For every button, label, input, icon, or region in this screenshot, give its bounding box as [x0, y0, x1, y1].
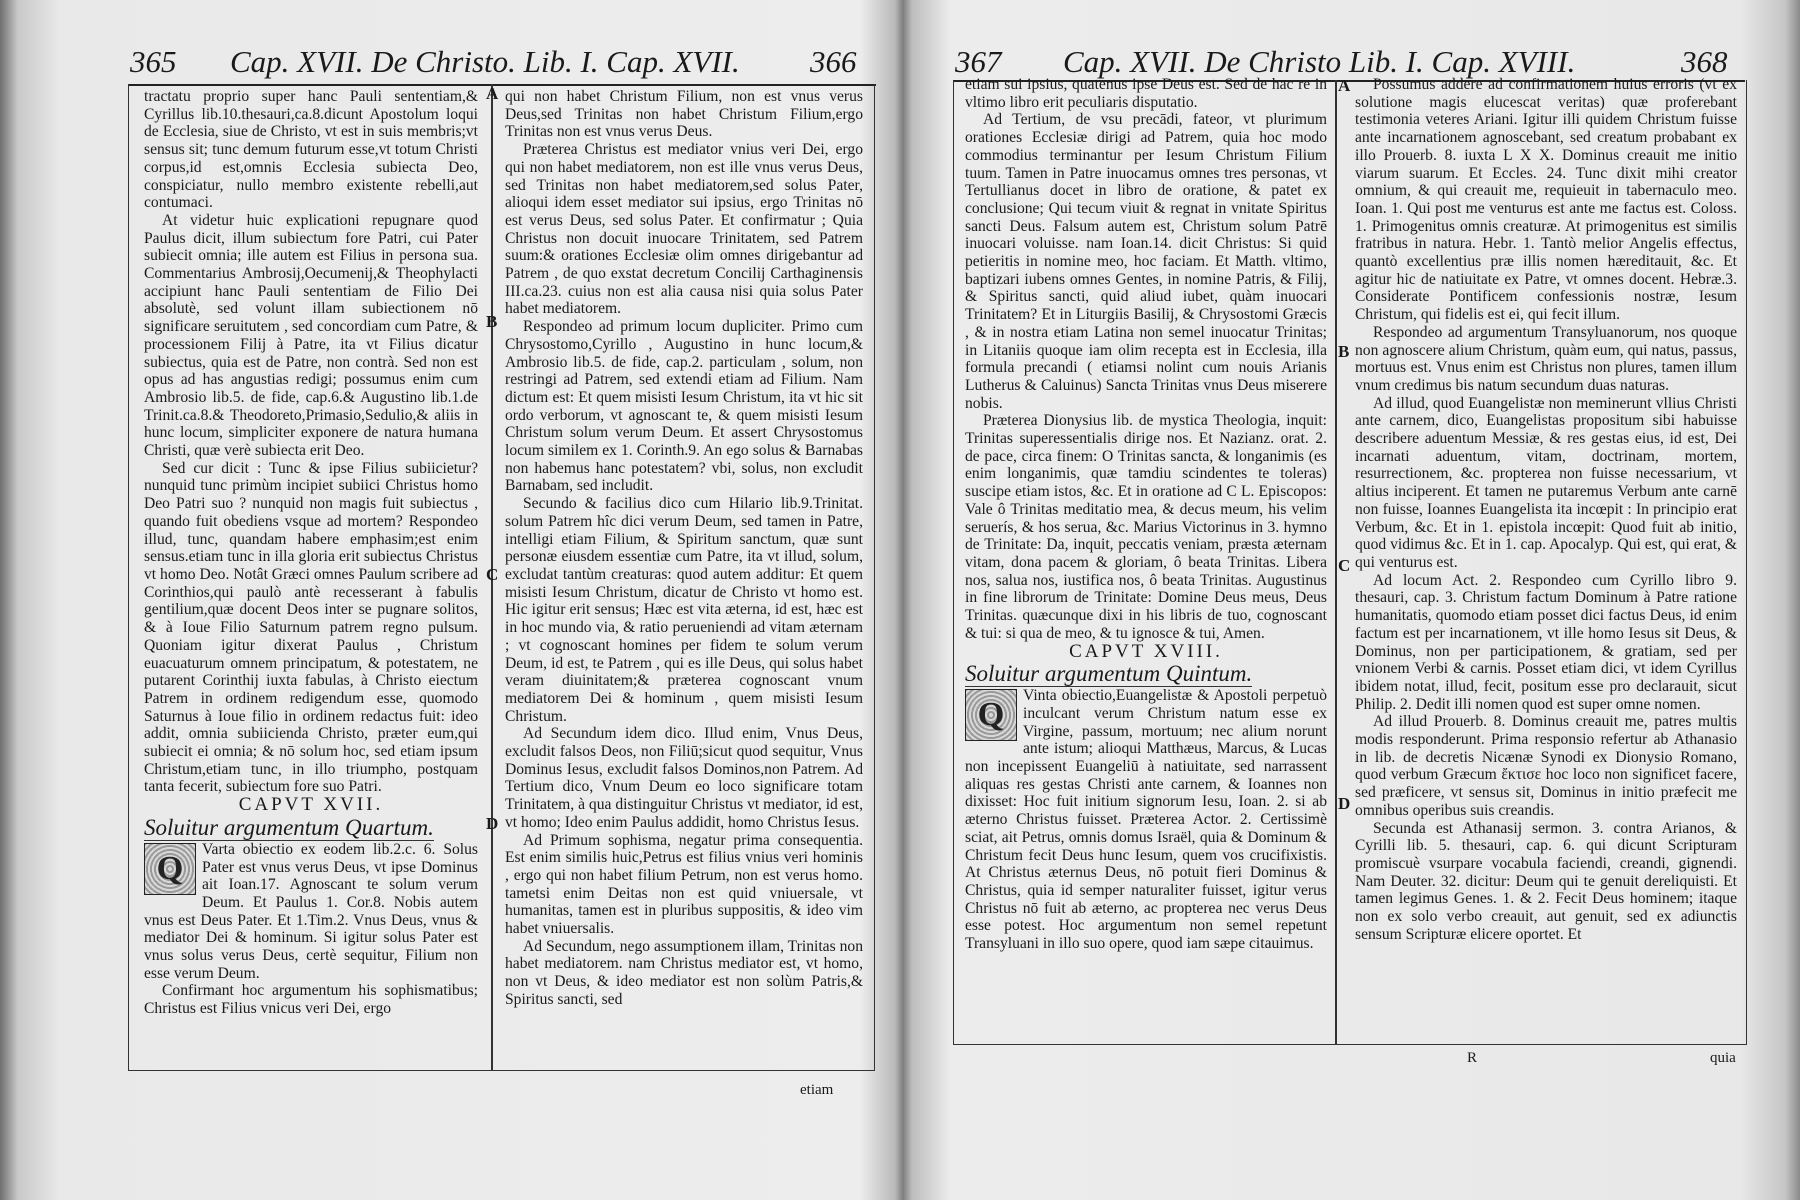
page-number-365: 365	[130, 44, 177, 79]
paragraph: Ad illud Prouerb. 8. Dominus creauit me, patres multis modis responderunt. Prima responsio refertur ab Athanasio in lib. de decretis Nicænæ Synodi ex Dionysio Romano, quod verbum Græcum ἔκτισε hoc loco non significet facere, sed præficere, vt sensus sit, Dominus in initio præfecit me omnibus operibus suis creandis.	[1355, 713, 1737, 819]
paragraph: Præterea Dionysius lib. de mystica Theologia, inquit: Trinitas superessentialis dirige nos. Et Nazianz. orat. 2. de pace, circa finem: O Trinitas sancta, & longanimis (es enim longanimis, quæ tamdiu scindentes te toleras) suscipe etiam istos, &c. Et in oratione ad C L. Episcopos: Vale ô Trinitas meditatio mea, & decus meum, his velim seruerís, & hos serua, &c. Marius Victorinus in 3. hymno de Trinitate: Da, inquit, peccatis veniam, præsta æternam vitam, dona pacem & gloriam, ô beata Trinitas. Libera nos, salua nos, iustifica nos, ô beata Trinitas. Augustinus in fine librorum de Trinitate: Domine Deus meus, Deus Trinitas. quæcunque dixi in his libris de tuo, cognoscant & tui: si qua de meo, & tu ignosce & tui, Amen.	[965, 412, 1327, 642]
paragraph: Ad Secundum, nego assumptionem illam, Trinitas non habet mediatorem. nam Christus mediator est, vt homo, non vt Deus, & ideo mediator est non solùm Patris,& Spiritus sancti, sed	[505, 937, 863, 1008]
chapter-heading: CAPVT XVIII.	[1069, 640, 1223, 662]
decorated-initial-icon: Q	[965, 689, 1017, 741]
paragraph: tractatu proprio super hanc Pauli sententiam,& Cyrillus lib.10.thesauri,ca.8.dicunt Apostolum loqui de Ecclesia, siue de Christo, vt est in suis membris;vt sensus sit; tunc demum futurum esse,vt totum Christi corpus,id est,omnis Ecclesia subiecta Deo, conspiciatur, nullo membro existente rebelli,aut contumaci.	[144, 88, 478, 212]
paragraph: At videtur huic explicationi repugnare quod Paulus dicit, illum subiectum fore Patri, cui Pater subiecit omnia; ille autem est Filius in persona sua. Commentarius Ambrosij,Oecumenij,& Theophylacti accipiunt hanc Pauli sententiam de Filio Dei absolutè, sed volunt illam subiectionem nō significare seruitutem , sed concordiam cum Patre, & processionem Filij à Patre, ita vt Filius dicatur subiectus, quia est de Patre, non contrà. Sed non est opus ad has angustias redigi; possumus enim cum Ambrosio lib.5. de fide, cap.6.& Augustino lib.1.de Trinit.ca.8.& Theodoreto,Primasio,Sedulio,& aliis in hunc locum, simpliciter exponere de natura humana Christi, quæ verè subiecta erit Deo.	[144, 211, 478, 460]
margin-letter-a: A	[486, 84, 499, 103]
paragraph: etiam sui ipsius, quatenus ipse Deus est. Sed de hac re in vltimo libro erit peculiaris disputatio.	[965, 76, 1327, 111]
right-page	[905, 0, 1800, 1200]
paragraph-text: Varta obiectio ex eodem lib.2.c. 6. Solus Pater est vnus verus Deus, vt ipse Dominus ait Ioan.17. Agnoscant te solum verum Deum. Et Paulus 1. Cor.8. Nobis autem vnus est Deus Pater. Et 1.Tim.2. Vnus Deus, vnus & mediator Dei & hominum. Si igitur solus Pater est vnus solus verus Deus, certè sequitur, Filium non esse verum Deum.	[144, 840, 478, 982]
paragraph: Confirmant hoc argumentum his sophismatibus; Christus est Filius vnicus veri Dei, ergo	[144, 982, 478, 1018]
paragraph: Ad Tertium, de vsu precādi, fateor, vt plurimum orationes Ecclesiæ dirigi ad Patrem, quia hoc modo commodius terminantur per Iesum Christum Filium tuum. Tamen in Patre inuocamus omnes tres personas, vt Tertullianus docet in libro de oratione, & patet ex conclusione; Qui tecum viuit & regnat in vnitate Spiritus sancti Deus. Falsum autem est, Christum solum Patrē inuocari voluisse. nam Ioan.14. dicit Christus: Si quid petieritis in nomine meo, hoc faciam. Et Matth. vltimo, baptizari iubens omnes Gentes, in nomine Patris, & Filij, & Spiritus sancti, quid aliud iubet, quàm inuocari Trinitatem? Et in Liturgiis Basilij, & Chrysostomi Græcis , & in nostra etiam Latina non semel inuocatur Trinitas; in Litaniis quoque iam olim recepta est in Ecclesia, illa formula precandi ( etiamsi nolint cum nouis Arianis Lutherus & Caluinus) Sancta Trinitas vnus Deus miserere nobis.	[965, 111, 1327, 412]
paragraph: Ad locum Act. 2. Respondeo cum Cyrillo libro 9. thesauri, cap. 3. Christum factum Dominum à Patre ratione humanitatis, quomodo etiam posset dici factus Deus, id enim factum est per incarnationem, vt ille homo Iesus sit Deus, & Dominus, non per participationem, & gratiam, sed per vnionem Verbi & carnis. Posset etiam dici, vt idem Cyrillus ibidem notat, illud, fecit, positum esse pro declarauit, sicut Philip. 2. Dedit illi nomen quod est super omne nomen.	[1355, 571, 1737, 713]
running-head-title: Cap. XVII. De Christo. Lib. I. Cap. XVII.	[230, 44, 740, 79]
paragraph: Sed cur dicit : Tunc & ipse Filius subiicietur? nunquid tunc primùm incipiet subiici Christus homo Deo Patri suo ? nunquid non magis fuit subiectus , quando fuit obediens vsque ad mortem? Respondeo illud, tunc, quandam habere emphasim;est enim sensus.etiam tunc in illa gloria erit subiectus Christus vt homo Deo. Notât Græci omnes Paulum scribere ad Corinthios,qui paulò antè recesserant à fabulis gentilium,quæ docent Deos inter se pugnare solitos, & à Ioue Filio Saturnum patrem regno pulsum. Quoniam igitur dixerat Paulus , Christum euacuaturum omnem principatum, & potestatem, ne putarent Corinthij iuxta fabulas, à Christo eiectum Patrem in ordinem redigendum esse, quomodo Saturnus à Ioue filio in ordinem redactus fuit: ideo addit, omnia subiicienda Christo, præter eum,qui subiecit ei omnia; & nō solum hoc, sed etiam ipsum Christum,etiam tunc, in illo triumpho, postquam tanta fecerit, subiectum fore suo Patri.	[144, 459, 478, 796]
catchword: etiam	[800, 1082, 834, 1098]
margin-letter-c: C	[486, 565, 499, 584]
chapter-subtitle-text: Soluitur argumentum Quintum.	[965, 661, 1253, 687]
margin-letter-d: D	[486, 814, 499, 833]
chapter-subtitle	[965, 660, 1327, 687]
catchword: quia	[1710, 1050, 1736, 1066]
paragraph-with-initial	[965, 687, 1327, 953]
right-column-2	[1355, 76, 1737, 1038]
right-running-head	[955, 44, 1745, 80]
paragraph: Præterea Christus est mediator vnius veri Dei, ergo qui non habet mediatorem, non est ille vnus verus Deus, sed Trinitas non habet mediatorem,sed solus Pater, alioqui idem esset mediator sui ipsius, ergo Trinitas nō est verus Deus, sed solus Pater. Et confirmatur ; Quia Christus non docuit inuocare Trinitatem, sed Patrem suum:& orationes Ecclesiæ olim omnes dirigebantur ad Patrem , de quo exstat decretum Concilij Carthaginensis III.ca.23. cuius non est alia causa nisi quia solus Pater habet mediatorem.	[505, 141, 863, 318]
paragraph: Ad Primum sophisma, negatur prima consequentia. Est enim similis huic,Petrus est filius vnius veri hominis , ergo qui non habet filium Petrum, non est verus homo. tametsi enim Deitas non est quid vniuersale, vt humanitas, tamen est in pluribus suppositis, & ideo vim habet vniuersalis.	[505, 831, 863, 938]
column-divider	[1335, 80, 1337, 1044]
left-running-head	[130, 44, 875, 80]
page-number-366: 366	[810, 44, 857, 79]
paragraph-text: Vinta obiectio,Euangelistæ & Apostoli perpetuò inculcant verum Christum natum esse ex Virgine, passum, mortuum; nec alium norunt ante istum; alioqui Matthæus, Marcus, & Lucas non incepissent Euangeliū à natiuitate, sed narrassent aliquas res gestas Christi ante carnem, & Ioannes non dixisset: Hoc fuit initium signorum Iesu, Ioan. 2. si ab æterno Christus fuisset. Præterea Actor. 2. Certissimè sciat, ait Petrus, omnis domus Israël, quia & Dominum & Christum fecit Deus hunc Iesum, quem vos crucifixistis. At Christus æternus Deus, nō potuit fieri Dominus & Christus, quia id semper naturaliter fuisset, igitur verus Christus nō fuit ab æterno, ac propterea nec verus Deus esse potest. Hoc argumentum non semel repetunt Transyluani in illo suo opere, quod iam sæpe citauimus.	[965, 687, 1327, 953]
running-head-title: Cap. XVII. De Christo Lib. I. Cap. XVIII.	[1063, 44, 1576, 79]
chapter-subtitle-text: Soluitur argumentum Quartum.	[144, 814, 434, 840]
paragraph: Respondeo ad primum locum dupliciter. Primo cum Chrysostomo,Cyrillo , Augustino in hunc locum,& Ambrosio lib.5. de fide, cap.2. particulam , solum, non restringi ad Patrem, sed extendi etiam ad Filium. Nam dictum est: Et quem misisti Iesum Christum, ita vt hic sit ordo verborum, vt agnoscant te, & quem misisti Iesum Christum solum verum Deum. Et assert Chrysostomus locum similem ex 1. Corinth.9. An ego solus & Barnabas non habemus hanc potestatem? vbi, solus, non excludit Barnabam, sed includit.	[505, 318, 863, 495]
paragraph: Respondeo ad argumentum Transyluanorum, nos quoque non agnoscere alium Christum, quàm eum, qui natus, passus, mortuus est. Vnus enim est Christus non plures, tamen illum vnum credimus bis natum secundum duas naturas.	[1355, 323, 1737, 394]
right-column-1	[965, 76, 1327, 1038]
paragraph: Ad illud, quod Euangelistæ non meminerunt vllius Christi ante carnem, dico, Euangelistas propositum sibi habuisse describere aduentum Messiæ, & res gestas eius, id est, Dei incarnati aduentum, vitam, doctrinam, mortem, resurrectionem, &c. propterea non fuisse necessarium, vt altius inciperent. Et tamen ne putaremus Verbum ante carnē non fuisse, Ioannes Euangelista ita incœpit : In principio erat Verbum, &c. Et in 1. epistola incœpit: Quod fuit ab initio, quod vidimus &c. Et in 1. cap. Apocalyp. Qui est, qui erat, & qui venturus est.	[1355, 394, 1737, 571]
left-column-1	[144, 88, 478, 1064]
margin-letter-b: B	[486, 312, 498, 331]
paragraph: Secundo & facilius dico cum Hilario lib.9.Trinitat. solum Patrem hîc dici verum Deum, sed tamen in Patre, intelligi etiam Filium, & Spiritum sanctum, quæ sunt personæ eiusdem essentiæ cum Patre, ita vt illud, solum, excludat tantùm creaturas: quod autem additur: Et quem misisti Iesum Christum, dicatur de Christo vt homo est. Hic igitur erit sensus; Hæc est vita æterna, id est, hæc est in hoc mundo via, & ratio perueniendi ad vitam æternam ; vt cognoscant homines per fidem te solum verum Deum, id est, te Patrem , qui es ille Deus, qui solus habet veram diuinitatem;& præterea cognoscant vnum mediatorem Dei & hominum , quem misisti Iesum Christum.	[505, 495, 863, 725]
signature-mark: R	[1467, 1050, 1478, 1066]
decorated-initial-icon: Q	[144, 843, 196, 895]
paragraph-with-initial	[144, 841, 478, 983]
margin-letter-d: D	[1338, 794, 1351, 813]
paragraph: Possumus addere ad confirmationem huius erroris (vt ex solutione magis elucescat veritas) quæ proferebant testimonia veteres Ariani. Igitur illi quidem Christum fuisse ante incarnationem agnoscebant, sed creatum probabant ex illo Prouerb. 8. iuxta L X X. Dominus creauit me initio viarum suarum. Et Eccles. 24. Tunc dixit mihi creator omnium, & qui creauit me, requieuit in tabernaculo meo. Ioan. 1. Qui post me venturus est ante me factus est. Coloss. 1. Primogenitus omnis creaturæ. At primogenitus est similis fratribus in natura. Hebr. 1. Tantò melior Angelis effectus, quantò excellentius præ illis nomen hæreditauit, &c. Et agitur hic de natiuitate ex Patre, vt omnes docent. Hebræ.3. Considerate Pontificem confessionis nostræ, Iesum Christum, qui fidelis est ei, qui fecit illum.	[1355, 76, 1737, 324]
chapter-heading: CAPVT XVII.	[238, 794, 384, 816]
page-number-368: 368	[1681, 44, 1728, 79]
paragraph: Ad Secundum idem dico. Illud enim, Vnus Deus, excludit falsos Deos, non Filiū;sicut quod sequitur, Vnus Dominus Iesus, excludit falsos Dominos,non Patrem. Ad Tertium dico, Vnum Deum eo loco significare totam Trinitatem, à qua distinguitur Christus vt mediator, id est, vt homo; Ideo enim Paulus addidit, homo Christus Iesus.	[505, 725, 863, 831]
left-column-2	[505, 88, 863, 1064]
page-number-367: 367	[955, 44, 1002, 79]
paragraph: qui non habet Christum Filium, non est vnus verus Deus,sed Trinitas non habet Christum Filium,ergo Trinitas non est vnus verus Deus.	[505, 88, 863, 141]
margin-letter-b: B	[1338, 342, 1350, 361]
margin-letter-a: A	[1338, 76, 1351, 95]
paragraph: Secunda est Athanasij sermon. 3. contra Arianos, & Cyrilli lib. 5. thesauri, cap. 6. qui dicunt Scripturam promiscuè vsurpare vocabula faciendi, creandi, gignendi. Nam Deuter. 32. dicitur: Deum qui te genuit dereliquisti. Et tamen legimus Genes. 1. & 2. Fecit Deus hominem; itaque non ex solo verbo creauit, aut genuit, sed ex adiunctis sensum Scripturæ elicere oportet. Et	[1355, 819, 1737, 943]
chapter-subtitle	[144, 814, 478, 841]
margin-letter-c: C	[1338, 556, 1351, 575]
